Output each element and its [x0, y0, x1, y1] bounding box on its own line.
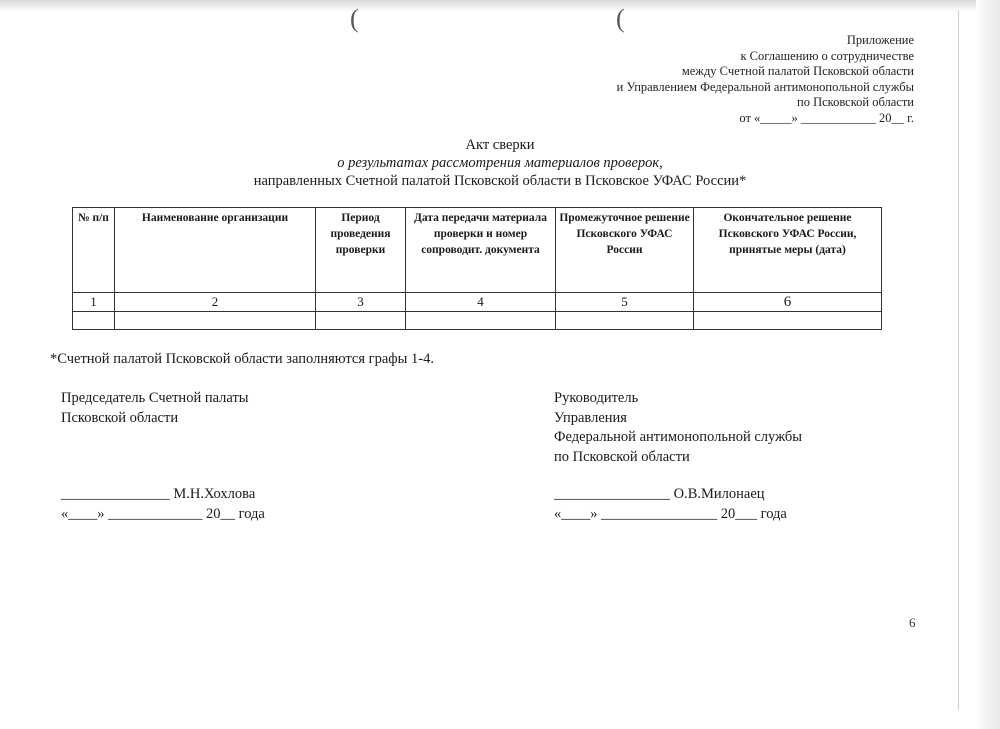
appendix-line: и Управлением Федеральной антимонопольной службы — [616, 79, 914, 94]
reconciliation-table — [72, 207, 882, 330]
column-header: Период проведения проверки — [316, 208, 406, 293]
punch-hole-mark-left: ( — [350, 4, 359, 33]
column-header: № п/п — [73, 208, 115, 293]
signature-title-line: Председатель Счетной палаты — [61, 390, 249, 406]
right-signature-name: ________________ О.В.Милонаец — [554, 486, 765, 502]
column-header: Дата передачи материала проверки и номер сопроводит. документа — [406, 208, 556, 293]
table-cell — [115, 312, 316, 330]
appendix-line: между Счетной палатой Псковской области — [681, 64, 914, 79]
right-signature-date: «____» ________________ 20___ года — [554, 506, 787, 522]
appendix-line: к Соглашению о сотрудничестве — [740, 48, 914, 63]
column-number: 6 — [694, 293, 882, 312]
signature-title-line: по Псковской области — [554, 448, 690, 465]
page-number: 6 — [909, 615, 916, 630]
table-cell — [556, 312, 694, 330]
right-signature-title — [554, 389, 802, 467]
table-header-row — [73, 208, 882, 293]
table-cell — [694, 312, 882, 330]
table-cell — [316, 312, 406, 330]
left-signature-title — [61, 389, 249, 428]
scan-right-edge — [976, 0, 1000, 729]
page-fold-line — [958, 10, 959, 710]
column-number: 5 — [556, 293, 694, 312]
column-header: Окончательное решение Псковского УФАС России, принятые меры (дата) — [694, 208, 882, 293]
column-header: Наименование организации — [115, 208, 316, 293]
appendix-header — [617, 33, 914, 127]
column-number: 2 — [115, 293, 316, 312]
table-cell — [406, 312, 556, 330]
scan-top-shadow — [0, 0, 1000, 12]
punch-hole-mark-right: ( — [616, 4, 625, 33]
appendix-line: Приложение — [846, 33, 914, 47]
column-header: Промежуточное решение Псковского УФАС России — [556, 208, 694, 293]
document-subtitle: о результатах рассмотрения материалов проверок, — [337, 155, 663, 171]
left-signature-date: «____» _____________ 20__ года — [61, 506, 265, 522]
appendix-line: по Псковской области — [797, 95, 914, 110]
signature-title-line: Федеральной антимонопольной службы — [554, 429, 803, 445]
column-number: 4 — [406, 293, 556, 312]
column-number: 3 — [316, 293, 406, 312]
signature-title-line: Руководитель — [554, 390, 639, 406]
column-number: 1 — [73, 293, 115, 312]
table-row — [73, 312, 882, 330]
appendix-line: от «_____» ____________ 20__ г. — [739, 110, 914, 125]
document-subtitle-2: направленных Счетной палатой Псковской области в Псковское УФАС России* — [253, 173, 747, 189]
footnote: *Счетной палатой Псковской области заполняются графы 1-4. — [50, 351, 434, 367]
table-cell — [73, 312, 115, 330]
signature-title-line: Псковской области — [61, 409, 179, 426]
left-signature-name: _______________ М.Н.Хохлова — [61, 486, 256, 502]
signature-title-line: Управления — [554, 409, 627, 426]
table-number-row — [73, 293, 882, 312]
document-title: Акт сверки — [465, 137, 535, 153]
